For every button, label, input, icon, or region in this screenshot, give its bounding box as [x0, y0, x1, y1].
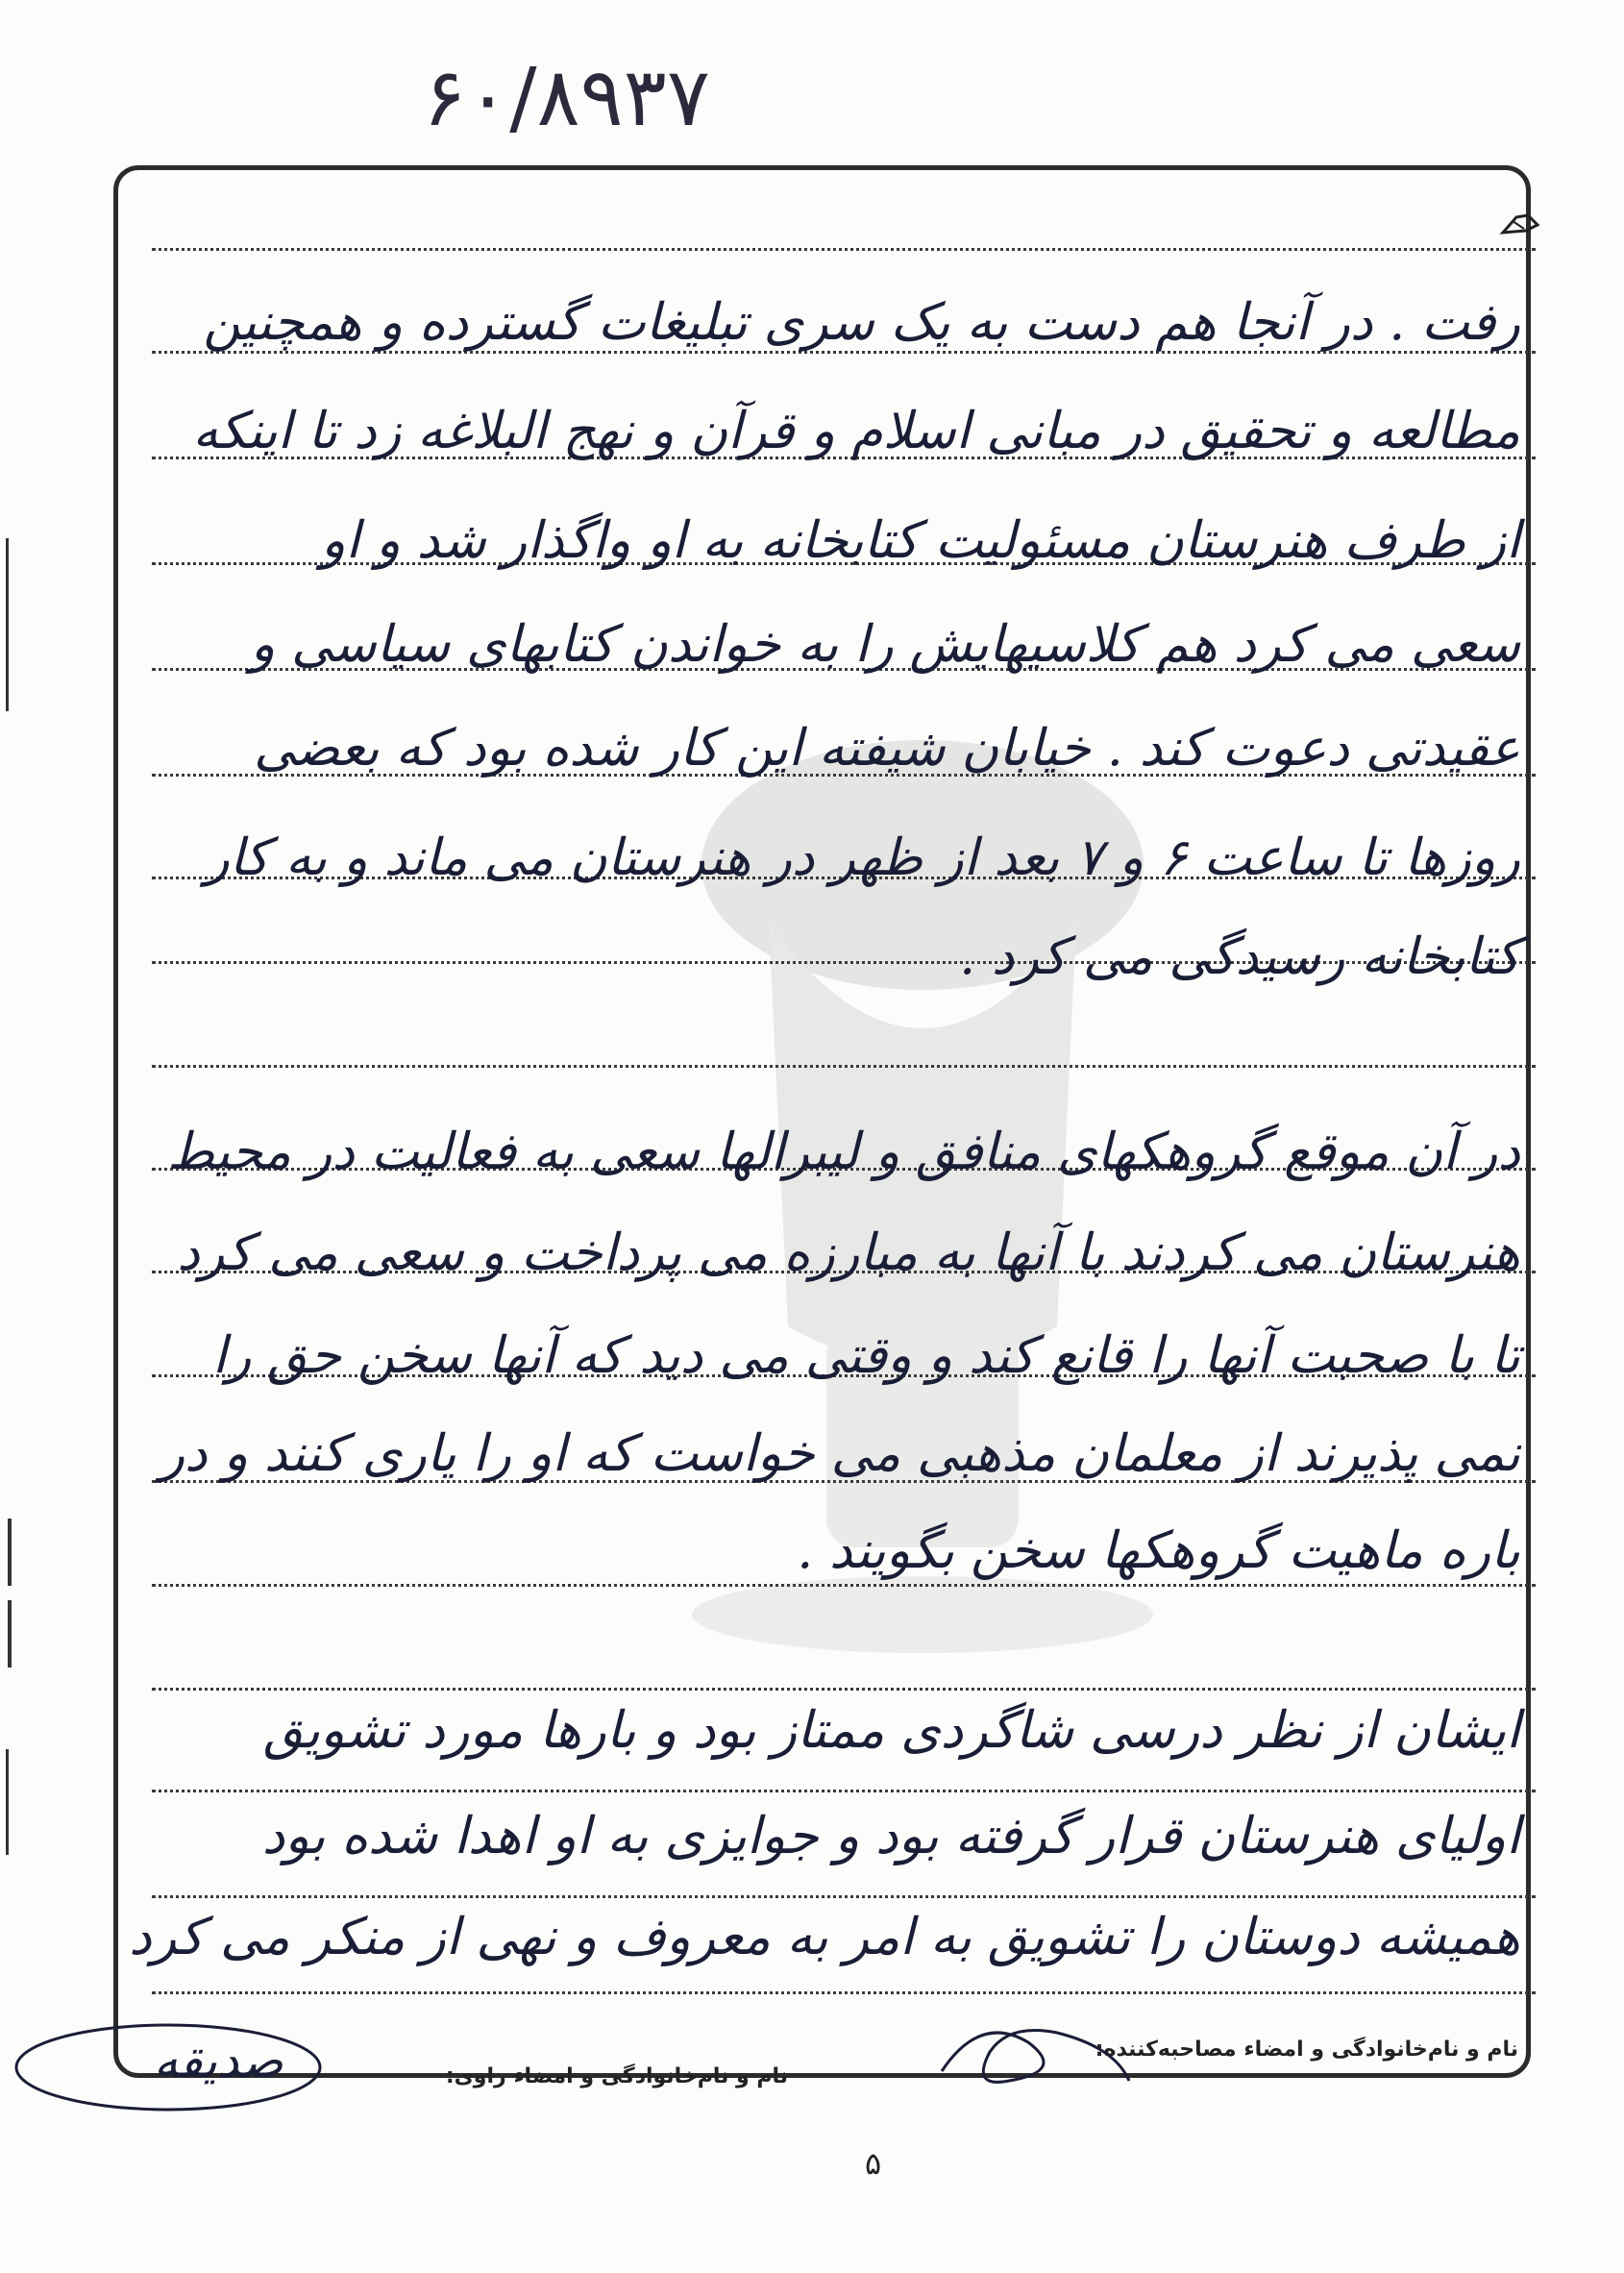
handwritten-line: باره ماهیت گروهکها سخن بگویند .: [797, 1521, 1520, 1580]
margin-mark: [6, 1749, 9, 1855]
ruled-line: [152, 1790, 1536, 1792]
ruled-line: [152, 1991, 1536, 1994]
page-number: ۵: [865, 2145, 882, 2182]
ruled-line: [152, 1895, 1536, 1898]
handwritten-line: نمی پذیرند از معلمان مذهبی می خواست که او را یاری کنند و در: [160, 1424, 1520, 1483]
handwritten-line: کتابخانه رسیدگی می کرد .: [959, 927, 1520, 986]
interviewer-signature: [923, 2004, 1144, 2100]
ruled-line: [152, 1065, 1536, 1068]
handwritten-line: از طرف هنرستان مسئولیت کتابخانه به او واگذار شد و او: [320, 511, 1520, 570]
handwritten-line: سعی می کرد هم کلاسیهایش را به خواندن کتابهای سیاسی و: [250, 615, 1520, 674]
handwritten-line: در آن موقع گروهکهای منافق و لیبرالها سعی به فعالیت در محیط: [167, 1123, 1520, 1181]
interviewer-signature-label: نام و نام‌خانوادگی و امضاء مصاحبه‌کننده:: [1095, 2038, 1518, 2062]
handwritten-line: اولیای هنرستان قرار گرفته بود و جوایزی به او اهدا شده بود: [261, 1807, 1520, 1865]
margin-mark: [8, 1600, 12, 1668]
handwritten-line: مطالعه و تحقیق در مبانی اسلام و قرآن و نهج البلاغه زد تا اینکه: [192, 402, 1520, 460]
margin-mark: [8, 1519, 12, 1586]
narrator-signature-name: صدیقه: [154, 2033, 283, 2088]
handwritten-line: همیشه دوستان را تشویق به امر به معروف و نهی از منکر می کرد: [129, 1908, 1520, 1966]
ruled-line: [152, 1688, 1536, 1691]
margin-mark: [6, 538, 9, 711]
pen-icon: [1499, 210, 1541, 238]
ruled-line: [152, 248, 1536, 251]
handwritten-line: ایشان از نظر درسی شاگردی ممتاز بود و بارها مورد تشویق: [263, 1701, 1520, 1760]
file-number: ۶۰/۸۹۳۷: [423, 50, 711, 144]
handwritten-line: عقیدتی دعوت کند . خیابان شیفته این کار شده بود که بعضی: [254, 719, 1520, 778]
narrator-signature-label: نام و نام‌خانوادگی و امضاء راوی:: [445, 2064, 788, 2088]
handwritten-line: هنرستان می کردند با آنها به مبارزه می پرداخت و سعی می کرد: [177, 1223, 1520, 1282]
handwritten-line: تا با صحبت آنها را قانع کند و وقتی می دید که آنها سخن حق را: [212, 1326, 1520, 1385]
ruled-line: [152, 1584, 1536, 1587]
handwritten-line: روزها تا ساعت ۶ و ۷ بعد از ظهر در هنرستان می ماند و به کار: [205, 828, 1520, 887]
handwritten-line: رفت . در آنجا هم دست به یک سری تبلیغات گسترده و همچنین: [203, 293, 1520, 352]
